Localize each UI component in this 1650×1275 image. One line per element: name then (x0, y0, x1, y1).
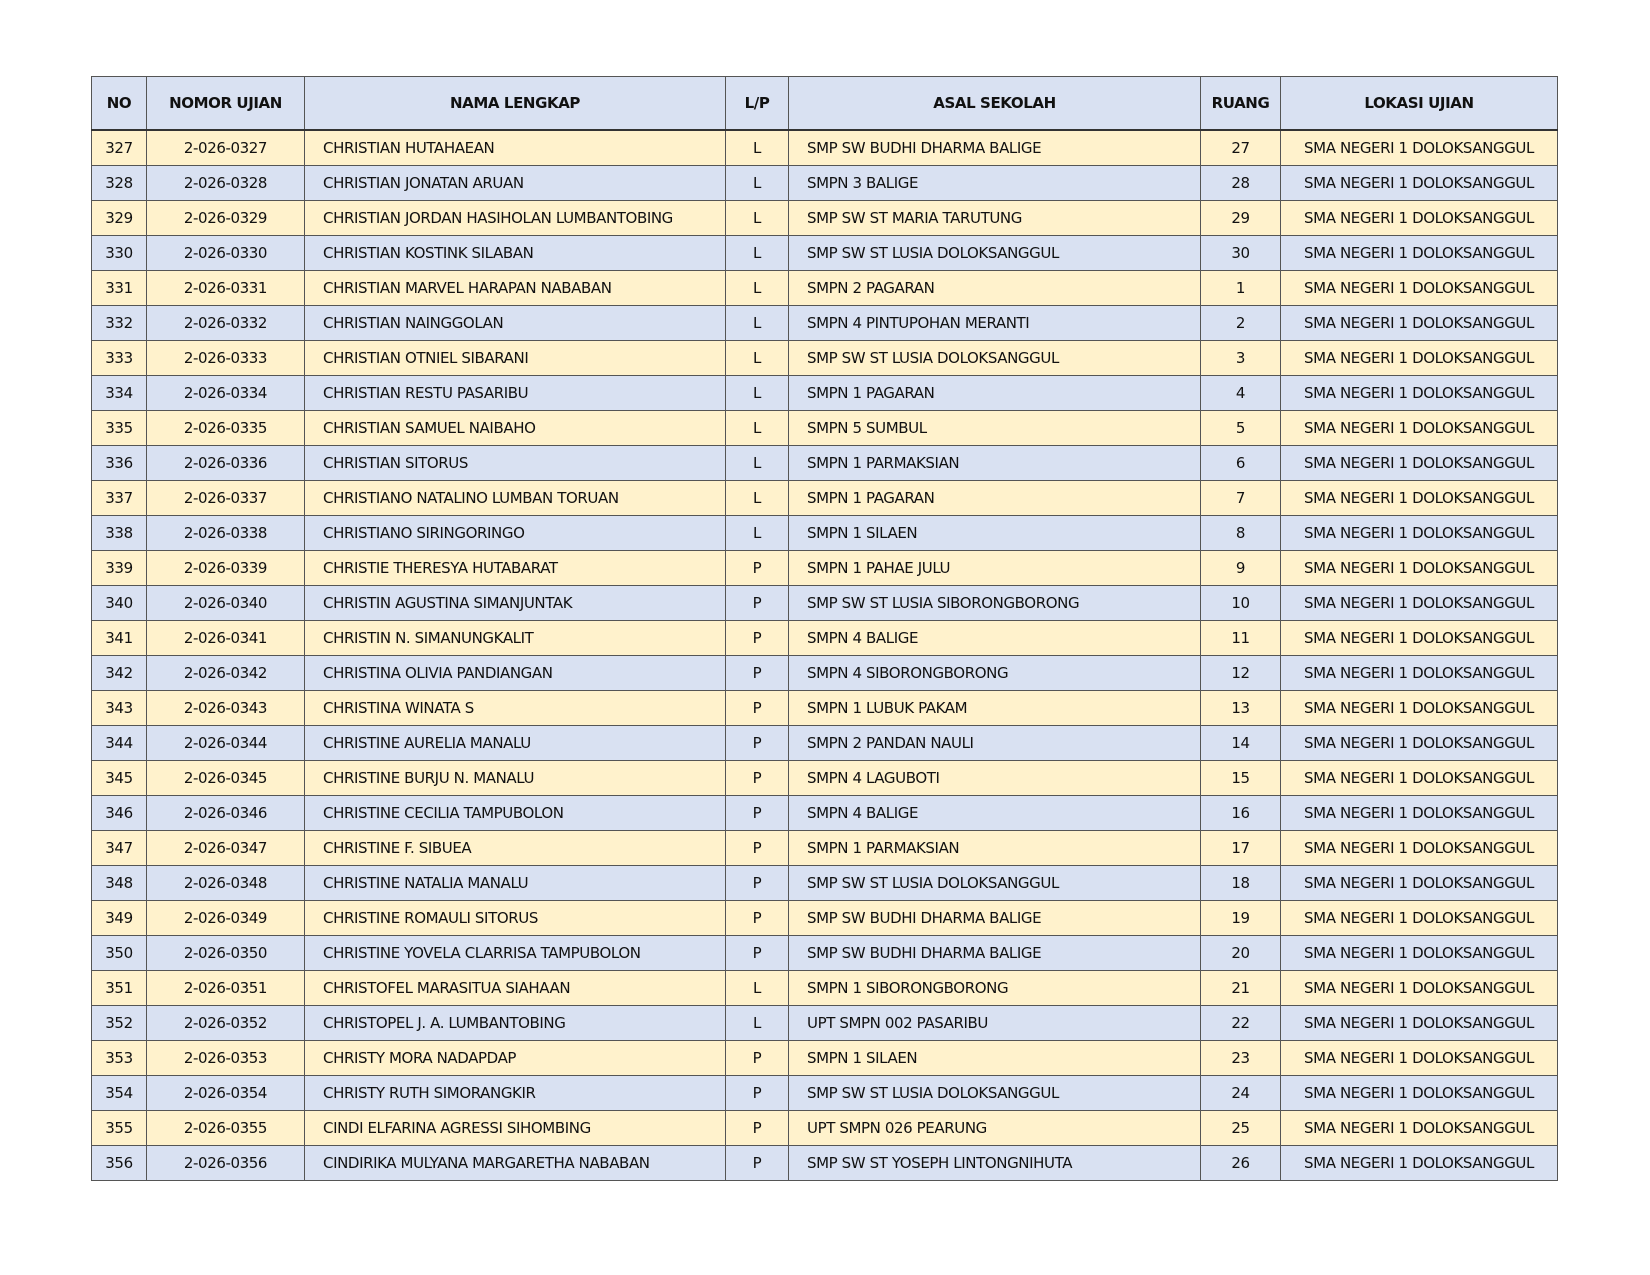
cell-lp: P (726, 1146, 789, 1181)
cell-asal-sekolah: SMP SW BUDHI DHARMA BALIGE (789, 901, 1201, 936)
cell-no: 348 (92, 866, 147, 901)
table-row (92, 1146, 1558, 1181)
table-row (92, 796, 1558, 831)
cell-lp: L (726, 341, 789, 376)
cell-nama-lengkap: CHRISTIAN SITORUS (305, 446, 726, 481)
cell-no: 336 (92, 446, 147, 481)
cell-asal-sekolah: SMPN 1 SILAEN (789, 516, 1201, 551)
cell-ruang: 20 (1201, 936, 1281, 971)
cell-nomor-ujian: 2-026-0353 (147, 1041, 305, 1076)
cell-no: 354 (92, 1076, 147, 1111)
cell-ruang: 12 (1201, 656, 1281, 691)
cell-lokasi-ujian: SMA NEGERI 1 DOLOKSANGGUL (1281, 656, 1558, 691)
cell-lp: L (726, 1006, 789, 1041)
cell-asal-sekolah: SMPN 4 PINTUPOHAN MERANTI (789, 306, 1201, 341)
cell-ruang: 2 (1201, 306, 1281, 341)
cell-no: 341 (92, 621, 147, 656)
cell-lp: P (726, 621, 789, 656)
cell-nomor-ujian: 2-026-0339 (147, 551, 305, 586)
cell-lokasi-ujian: SMA NEGERI 1 DOLOKSANGGUL (1281, 481, 1558, 516)
cell-ruang: 24 (1201, 1076, 1281, 1111)
table-row (92, 1041, 1558, 1076)
cell-lokasi-ujian: SMA NEGERI 1 DOLOKSANGGUL (1281, 901, 1558, 936)
cell-lp: P (726, 866, 789, 901)
cell-nomor-ujian: 2-026-0340 (147, 586, 305, 621)
cell-lokasi-ujian: SMA NEGERI 1 DOLOKSANGGUL (1281, 831, 1558, 866)
participant-table-container (91, 76, 1558, 1181)
cell-ruang: 3 (1201, 341, 1281, 376)
table-row (92, 446, 1558, 481)
cell-nama-lengkap: CHRISTY RUTH SIMORANGKIR (305, 1076, 726, 1111)
header-lokasi-ujian: LOKASI UJIAN (1281, 77, 1558, 131)
cell-lokasi-ujian: SMA NEGERI 1 DOLOKSANGGUL (1281, 166, 1558, 201)
cell-asal-sekolah: SMP SW ST LUSIA DOLOKSANGGUL (789, 341, 1201, 376)
cell-no: 335 (92, 411, 147, 446)
cell-asal-sekolah: SMPN 1 PAHAE JULU (789, 551, 1201, 586)
cell-ruang: 29 (1201, 201, 1281, 236)
cell-ruang: 26 (1201, 1146, 1281, 1181)
cell-no: 343 (92, 691, 147, 726)
table-row (92, 1111, 1558, 1146)
cell-nama-lengkap: CHRISTIAN NAINGGOLAN (305, 306, 726, 341)
cell-ruang: 14 (1201, 726, 1281, 761)
header-nomor-ujian: NOMOR UJIAN (147, 77, 305, 131)
cell-lokasi-ujian: SMA NEGERI 1 DOLOKSANGGUL (1281, 341, 1558, 376)
cell-nama-lengkap: CHRISTINE NATALIA MANALU (305, 866, 726, 901)
cell-ruang: 15 (1201, 761, 1281, 796)
cell-ruang: 6 (1201, 446, 1281, 481)
cell-lokasi-ujian: SMA NEGERI 1 DOLOKSANGGUL (1281, 271, 1558, 306)
cell-asal-sekolah: SMPN 1 SILAEN (789, 1041, 1201, 1076)
cell-nama-lengkap: CHRISTIAN KOSTINK SILABAN (305, 236, 726, 271)
cell-asal-sekolah: SMP SW ST LUSIA DOLOKSANGGUL (789, 866, 1201, 901)
cell-lp: P (726, 1076, 789, 1111)
cell-lp: P (726, 901, 789, 936)
cell-nomor-ujian: 2-026-0348 (147, 866, 305, 901)
cell-lp: L (726, 166, 789, 201)
cell-lokasi-ujian: SMA NEGERI 1 DOLOKSANGGUL (1281, 130, 1558, 166)
cell-ruang: 11 (1201, 621, 1281, 656)
cell-nama-lengkap: CHRISTIAN JORDAN HASIHOLAN LUMBANTOBING (305, 201, 726, 236)
cell-lp: L (726, 201, 789, 236)
cell-ruang: 19 (1201, 901, 1281, 936)
table-row (92, 726, 1558, 761)
cell-nama-lengkap: CINDI ELFARINA AGRESSI SIHOMBING (305, 1111, 726, 1146)
cell-lp: L (726, 411, 789, 446)
cell-nama-lengkap: CHRISTIAN OTNIEL SIBARANI (305, 341, 726, 376)
cell-nomor-ujian: 2-026-0341 (147, 621, 305, 656)
cell-asal-sekolah: SMPN 1 SIBORONGBORONG (789, 971, 1201, 1006)
cell-lokasi-ujian: SMA NEGERI 1 DOLOKSANGGUL (1281, 411, 1558, 446)
cell-lokasi-ujian: SMA NEGERI 1 DOLOKSANGGUL (1281, 1111, 1558, 1146)
cell-no: 346 (92, 796, 147, 831)
cell-lp: L (726, 971, 789, 1006)
cell-ruang: 21 (1201, 971, 1281, 1006)
cell-nama-lengkap: CHRISTIAN RESTU PASARIBU (305, 376, 726, 411)
cell-lokasi-ujian: SMA NEGERI 1 DOLOKSANGGUL (1281, 376, 1558, 411)
cell-nomor-ujian: 2-026-0336 (147, 446, 305, 481)
cell-asal-sekolah: SMPN 4 LAGUBOTI (789, 761, 1201, 796)
cell-lokasi-ujian: SMA NEGERI 1 DOLOKSANGGUL (1281, 866, 1558, 901)
cell-lokasi-ujian: SMA NEGERI 1 DOLOKSANGGUL (1281, 1006, 1558, 1041)
cell-lokasi-ujian: SMA NEGERI 1 DOLOKSANGGUL (1281, 551, 1558, 586)
cell-lp: P (726, 1041, 789, 1076)
cell-lp: P (726, 831, 789, 866)
cell-lokasi-ujian: SMA NEGERI 1 DOLOKSANGGUL (1281, 1041, 1558, 1076)
table-row (92, 586, 1558, 621)
cell-asal-sekolah: SMP SW ST LUSIA SIBORONGBORONG (789, 586, 1201, 621)
cell-no: 350 (92, 936, 147, 971)
cell-ruang: 8 (1201, 516, 1281, 551)
cell-no: 330 (92, 236, 147, 271)
cell-lp: P (726, 551, 789, 586)
cell-nomor-ujian: 2-026-0334 (147, 376, 305, 411)
cell-nomor-ujian: 2-026-0351 (147, 971, 305, 1006)
cell-ruang: 23 (1201, 1041, 1281, 1076)
cell-nomor-ujian: 2-026-0335 (147, 411, 305, 446)
cell-no: 338 (92, 516, 147, 551)
cell-nomor-ujian: 2-026-0342 (147, 656, 305, 691)
cell-nomor-ujian: 2-026-0345 (147, 761, 305, 796)
cell-no: 339 (92, 551, 147, 586)
cell-no: 344 (92, 726, 147, 761)
cell-nomor-ujian: 2-026-0337 (147, 481, 305, 516)
cell-lokasi-ujian: SMA NEGERI 1 DOLOKSANGGUL (1281, 586, 1558, 621)
cell-asal-sekolah: SMPN 2 PAGARAN (789, 271, 1201, 306)
table-row (92, 901, 1558, 936)
cell-lokasi-ujian: SMA NEGERI 1 DOLOKSANGGUL (1281, 236, 1558, 271)
header-asal-sekolah: ASAL SEKOLAH (789, 77, 1201, 131)
cell-nama-lengkap: CHRISTINA WINATA S (305, 691, 726, 726)
cell-lp: L (726, 306, 789, 341)
cell-nama-lengkap: CHRISTINE CECILIA TAMPUBOLON (305, 796, 726, 831)
table-body (92, 130, 1558, 1181)
table-row (92, 271, 1558, 306)
header-lp: L/P (726, 77, 789, 131)
cell-ruang: 13 (1201, 691, 1281, 726)
table-row (92, 411, 1558, 446)
cell-ruang: 5 (1201, 411, 1281, 446)
cell-nama-lengkap: CHRISTIAN JONATAN ARUAN (305, 166, 726, 201)
cell-no: 342 (92, 656, 147, 691)
header-nama-lengkap: NAMA LENGKAP (305, 77, 726, 131)
cell-asal-sekolah: SMPN 4 BALIGE (789, 621, 1201, 656)
cell-no: 333 (92, 341, 147, 376)
table-row (92, 831, 1558, 866)
cell-nama-lengkap: CHRISTOFEL MARASITUA SIAHAAN (305, 971, 726, 1006)
cell-nomor-ujian: 2-026-0347 (147, 831, 305, 866)
table-row (92, 621, 1558, 656)
cell-asal-sekolah: SMPN 2 PANDAN NAULI (789, 726, 1201, 761)
cell-ruang: 17 (1201, 831, 1281, 866)
cell-nomor-ujian: 2-026-0346 (147, 796, 305, 831)
cell-nomor-ujian: 2-026-0332 (147, 306, 305, 341)
cell-lp: L (726, 130, 789, 166)
header-row (92, 77, 1558, 131)
cell-no: 347 (92, 831, 147, 866)
cell-lp: P (726, 691, 789, 726)
cell-lp: P (726, 586, 789, 621)
cell-asal-sekolah: SMPN 5 SUMBUL (789, 411, 1201, 446)
cell-no: 349 (92, 901, 147, 936)
cell-ruang: 1 (1201, 271, 1281, 306)
cell-asal-sekolah: SMPN 1 PAGARAN (789, 481, 1201, 516)
cell-ruang: 4 (1201, 376, 1281, 411)
cell-lokasi-ujian: SMA NEGERI 1 DOLOKSANGGUL (1281, 516, 1558, 551)
table-row (92, 306, 1558, 341)
cell-lp: L (726, 481, 789, 516)
cell-lokasi-ujian: SMA NEGERI 1 DOLOKSANGGUL (1281, 971, 1558, 1006)
table-row (92, 656, 1558, 691)
cell-nomor-ujian: 2-026-0355 (147, 1111, 305, 1146)
cell-nomor-ujian: 2-026-0343 (147, 691, 305, 726)
cell-no: 331 (92, 271, 147, 306)
table-row (92, 971, 1558, 1006)
cell-asal-sekolah: SMP SW ST LUSIA DOLOKSANGGUL (789, 1076, 1201, 1111)
cell-lp: P (726, 656, 789, 691)
cell-nomor-ujian: 2-026-0350 (147, 936, 305, 971)
table-row (92, 936, 1558, 971)
cell-nama-lengkap: CHRISTINE ROMAULI SITORUS (305, 901, 726, 936)
table-row (92, 691, 1558, 726)
cell-nama-lengkap: CHRISTIANO SIRINGORINGO (305, 516, 726, 551)
table-row (92, 166, 1558, 201)
cell-no: 340 (92, 586, 147, 621)
cell-nomor-ujian: 2-026-0352 (147, 1006, 305, 1041)
cell-no: 329 (92, 201, 147, 236)
cell-no: 334 (92, 376, 147, 411)
cell-lp: L (726, 516, 789, 551)
cell-lokasi-ujian: SMA NEGERI 1 DOLOKSANGGUL (1281, 446, 1558, 481)
cell-ruang: 10 (1201, 586, 1281, 621)
table-row (92, 341, 1558, 376)
cell-nama-lengkap: CHRISTIANO NATALINO LUMBAN TORUAN (305, 481, 726, 516)
cell-asal-sekolah: SMPN 3 BALIGE (789, 166, 1201, 201)
cell-nama-lengkap: CHRISTIN AGUSTINA SIMANJUNTAK (305, 586, 726, 621)
table-row (92, 1006, 1558, 1041)
table-row (92, 551, 1558, 586)
cell-lp: L (726, 271, 789, 306)
table-row (92, 516, 1558, 551)
table-row (92, 1076, 1558, 1111)
cell-asal-sekolah: SMP SW ST LUSIA DOLOKSANGGUL (789, 236, 1201, 271)
cell-no: 328 (92, 166, 147, 201)
cell-asal-sekolah: SMP SW ST YOSEPH LINTONGNIHUTA (789, 1146, 1201, 1181)
cell-nama-lengkap: CHRISTIAN MARVEL HARAPAN NABABAN (305, 271, 726, 306)
cell-ruang: 18 (1201, 866, 1281, 901)
cell-ruang: 16 (1201, 796, 1281, 831)
cell-ruang: 9 (1201, 551, 1281, 586)
cell-nomor-ujian: 2-026-0338 (147, 516, 305, 551)
cell-nomor-ujian: 2-026-0356 (147, 1146, 305, 1181)
cell-nama-lengkap: CHRISTINE YOVELA CLARRISA TAMPUBOLON (305, 936, 726, 971)
cell-asal-sekolah: SMPN 4 BALIGE (789, 796, 1201, 831)
table-header (92, 77, 1558, 131)
cell-lp: P (726, 796, 789, 831)
cell-nama-lengkap: CHRISTINE BURJU N. MANALU (305, 761, 726, 796)
header-no: NO (92, 77, 147, 131)
cell-nomor-ujian: 2-026-0333 (147, 341, 305, 376)
cell-lokasi-ujian: SMA NEGERI 1 DOLOKSANGGUL (1281, 936, 1558, 971)
cell-nomor-ujian: 2-026-0330 (147, 236, 305, 271)
cell-lp: L (726, 446, 789, 481)
cell-nama-lengkap: CHRISTINE AURELIA MANALU (305, 726, 726, 761)
cell-nomor-ujian: 2-026-0354 (147, 1076, 305, 1111)
cell-nomor-ujian: 2-026-0327 (147, 130, 305, 166)
cell-ruang: 25 (1201, 1111, 1281, 1146)
cell-asal-sekolah: SMP SW ST MARIA TARUTUNG (789, 201, 1201, 236)
cell-no: 351 (92, 971, 147, 1006)
cell-asal-sekolah: SMP SW BUDHI DHARMA BALIGE (789, 130, 1201, 166)
table-row (92, 130, 1558, 166)
cell-nomor-ujian: 2-026-0328 (147, 166, 305, 201)
cell-no: 352 (92, 1006, 147, 1041)
cell-asal-sekolah: SMPN 1 PARMAKSIAN (789, 446, 1201, 481)
cell-no: 337 (92, 481, 147, 516)
cell-asal-sekolah: UPT SMPN 002 PASARIBU (789, 1006, 1201, 1041)
cell-ruang: 27 (1201, 130, 1281, 166)
cell-asal-sekolah: SMPN 1 LUBUK PAKAM (789, 691, 1201, 726)
table-row (92, 236, 1558, 271)
cell-ruang: 28 (1201, 166, 1281, 201)
cell-asal-sekolah: SMPN 1 PAGARAN (789, 376, 1201, 411)
cell-nomor-ujian: 2-026-0349 (147, 901, 305, 936)
cell-nama-lengkap: CHRISTIAN SAMUEL NAIBAHO (305, 411, 726, 446)
cell-lokasi-ujian: SMA NEGERI 1 DOLOKSANGGUL (1281, 726, 1558, 761)
cell-nomor-ujian: 2-026-0329 (147, 201, 305, 236)
cell-nama-lengkap: CHRISTOPEL J. A. LUMBANTOBING (305, 1006, 726, 1041)
cell-lp: L (726, 376, 789, 411)
cell-lokasi-ujian: SMA NEGERI 1 DOLOKSANGGUL (1281, 621, 1558, 656)
cell-asal-sekolah: SMP SW BUDHI DHARMA BALIGE (789, 936, 1201, 971)
cell-no: 355 (92, 1111, 147, 1146)
cell-lp: P (726, 1111, 789, 1146)
cell-lokasi-ujian: SMA NEGERI 1 DOLOKSANGGUL (1281, 306, 1558, 341)
cell-lokasi-ujian: SMA NEGERI 1 DOLOKSANGGUL (1281, 796, 1558, 831)
cell-lokasi-ujian: SMA NEGERI 1 DOLOKSANGGUL (1281, 1076, 1558, 1111)
cell-lp: L (726, 236, 789, 271)
cell-nama-lengkap: CHRISTIAN HUTAHAEAN (305, 130, 726, 166)
cell-ruang: 7 (1201, 481, 1281, 516)
cell-lp: P (726, 726, 789, 761)
cell-lokasi-ujian: SMA NEGERI 1 DOLOKSANGGUL (1281, 1146, 1558, 1181)
cell-no: 356 (92, 1146, 147, 1181)
cell-no: 327 (92, 130, 147, 166)
cell-nama-lengkap: CHRISTIE THERESYA HUTABARAT (305, 551, 726, 586)
cell-lokasi-ujian: SMA NEGERI 1 DOLOKSANGGUL (1281, 691, 1558, 726)
cell-asal-sekolah: SMPN 1 PARMAKSIAN (789, 831, 1201, 866)
cell-nama-lengkap: CINDIRIKA MULYANA MARGARETHA NABABAN (305, 1146, 726, 1181)
cell-ruang: 30 (1201, 236, 1281, 271)
cell-nama-lengkap: CHRISTINA OLIVIA PANDIANGAN (305, 656, 726, 691)
cell-asal-sekolah: UPT SMPN 026 PEARUNG (789, 1111, 1201, 1146)
cell-lp: P (726, 761, 789, 796)
cell-lokasi-ujian: SMA NEGERI 1 DOLOKSANGGUL (1281, 201, 1558, 236)
cell-no: 345 (92, 761, 147, 796)
table-row (92, 201, 1558, 236)
header-ruang: RUANG (1201, 77, 1281, 131)
table-row (92, 866, 1558, 901)
table-row (92, 376, 1558, 411)
participant-table (91, 76, 1558, 1181)
cell-no: 332 (92, 306, 147, 341)
cell-no: 353 (92, 1041, 147, 1076)
cell-nama-lengkap: CHRISTINE F. SIBUEA (305, 831, 726, 866)
cell-lokasi-ujian: SMA NEGERI 1 DOLOKSANGGUL (1281, 761, 1558, 796)
table-row (92, 481, 1558, 516)
cell-nomor-ujian: 2-026-0344 (147, 726, 305, 761)
cell-ruang: 22 (1201, 1006, 1281, 1041)
table-row (92, 761, 1558, 796)
cell-lp: P (726, 936, 789, 971)
cell-nama-lengkap: CHRISTIN N. SIMANUNGKALIT (305, 621, 726, 656)
cell-nomor-ujian: 2-026-0331 (147, 271, 305, 306)
cell-nama-lengkap: CHRISTY MORA NADAPDAP (305, 1041, 726, 1076)
cell-asal-sekolah: SMPN 4 SIBORONGBORONG (789, 656, 1201, 691)
